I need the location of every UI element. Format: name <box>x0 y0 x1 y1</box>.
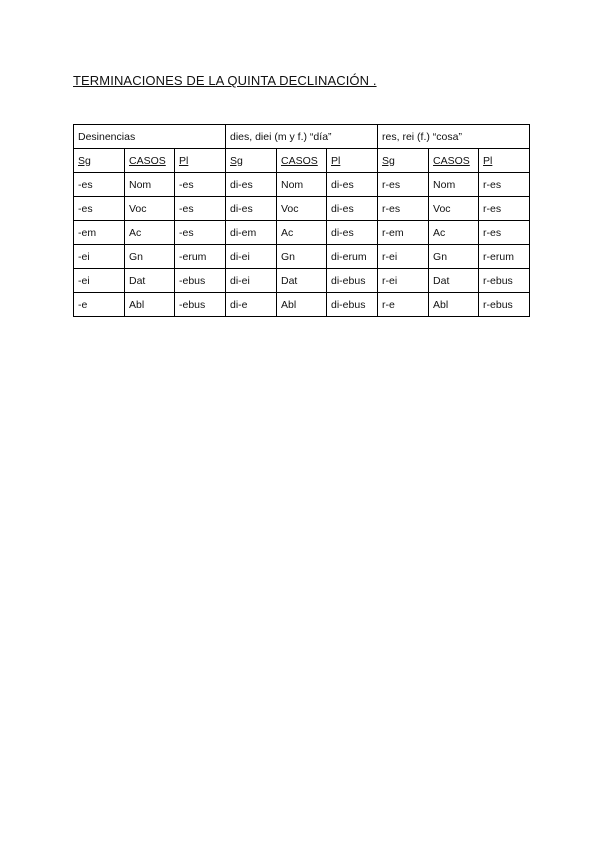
group-header-row <box>74 125 530 149</box>
table-cell: -es <box>74 173 125 197</box>
table-cell: -ei <box>74 245 125 269</box>
table-cell: Nom <box>277 173 327 197</box>
table-row <box>74 269 530 293</box>
table-cell: Dat <box>277 269 327 293</box>
table-cell: Dat <box>429 269 479 293</box>
table-cell: di-es <box>327 173 378 197</box>
table-cell: di-ei <box>226 269 277 293</box>
table-cell: Abl <box>429 293 479 317</box>
column-header: CASOS <box>125 149 175 173</box>
column-header: Pl <box>327 149 378 173</box>
table-cell: r-es <box>479 197 530 221</box>
table-cell: r-es <box>378 197 429 221</box>
table-row <box>74 245 530 269</box>
table-cell: Gn <box>125 245 175 269</box>
group-header-desinencias: Desinencias <box>74 125 226 149</box>
table-cell: di-ebus <box>327 293 378 317</box>
table-cell: Ac <box>125 221 175 245</box>
table-cell: r-es <box>378 173 429 197</box>
column-header: Sg <box>226 149 277 173</box>
table-row <box>74 173 530 197</box>
table-cell: di-erum <box>327 245 378 269</box>
table-row <box>74 293 530 317</box>
column-header: Sg <box>74 149 125 173</box>
table-cell: -em <box>74 221 125 245</box>
table-cell: r-em <box>378 221 429 245</box>
column-header: CASOS <box>429 149 479 173</box>
table-cell: -es <box>175 221 226 245</box>
table-cell: Ac <box>277 221 327 245</box>
table-cell: di-es <box>226 197 277 221</box>
table-cell: r-ei <box>378 245 429 269</box>
group-header-res: res, rei (f.) “cosa” <box>378 125 530 149</box>
table-cell: Gn <box>429 245 479 269</box>
table-cell: di-es <box>226 173 277 197</box>
table-cell: r-ei <box>378 269 429 293</box>
table-cell: r-erum <box>479 245 530 269</box>
table-cell: Voc <box>277 197 327 221</box>
table-cell: Voc <box>429 197 479 221</box>
subheader-row <box>74 149 530 173</box>
table-cell: -erum <box>175 245 226 269</box>
table-cell: r-ebus <box>479 293 530 317</box>
table-cell: -ebus <box>175 269 226 293</box>
page-title: TERMINACIONES DE LA QUINTA DECLINACIÓN . <box>73 73 377 88</box>
column-header: Pl <box>479 149 530 173</box>
table-cell: di-em <box>226 221 277 245</box>
table-cell: -ei <box>74 269 125 293</box>
declension-table <box>73 124 530 317</box>
table-cell: Abl <box>277 293 327 317</box>
table-cell: -e <box>74 293 125 317</box>
table-row <box>74 221 530 245</box>
table-row <box>74 197 530 221</box>
table-cell: Abl <box>125 293 175 317</box>
table-cell: di-es <box>327 221 378 245</box>
table-cell: di-e <box>226 293 277 317</box>
table-cell: Dat <box>125 269 175 293</box>
table-cell: Nom <box>125 173 175 197</box>
table-cell: r-es <box>479 221 530 245</box>
column-header: Pl <box>175 149 226 173</box>
table-cell: r-ebus <box>479 269 530 293</box>
column-header: Sg <box>378 149 429 173</box>
table-cell: -ebus <box>175 293 226 317</box>
table-cell: di-es <box>327 197 378 221</box>
group-header-dies: dies, diei (m y f.) “día” <box>226 125 378 149</box>
table-cell: r-es <box>479 173 530 197</box>
table-cell: r-e <box>378 293 429 317</box>
column-header: CASOS <box>277 149 327 173</box>
table-cell: Voc <box>125 197 175 221</box>
table-cell: -es <box>175 197 226 221</box>
table-cell: di-ebus <box>327 269 378 293</box>
table-cell: Gn <box>277 245 327 269</box>
table-cell: Nom <box>429 173 479 197</box>
table-cell: -es <box>175 173 226 197</box>
table-cell: di-ei <box>226 245 277 269</box>
table-cell: -es <box>74 197 125 221</box>
table-cell: Ac <box>429 221 479 245</box>
